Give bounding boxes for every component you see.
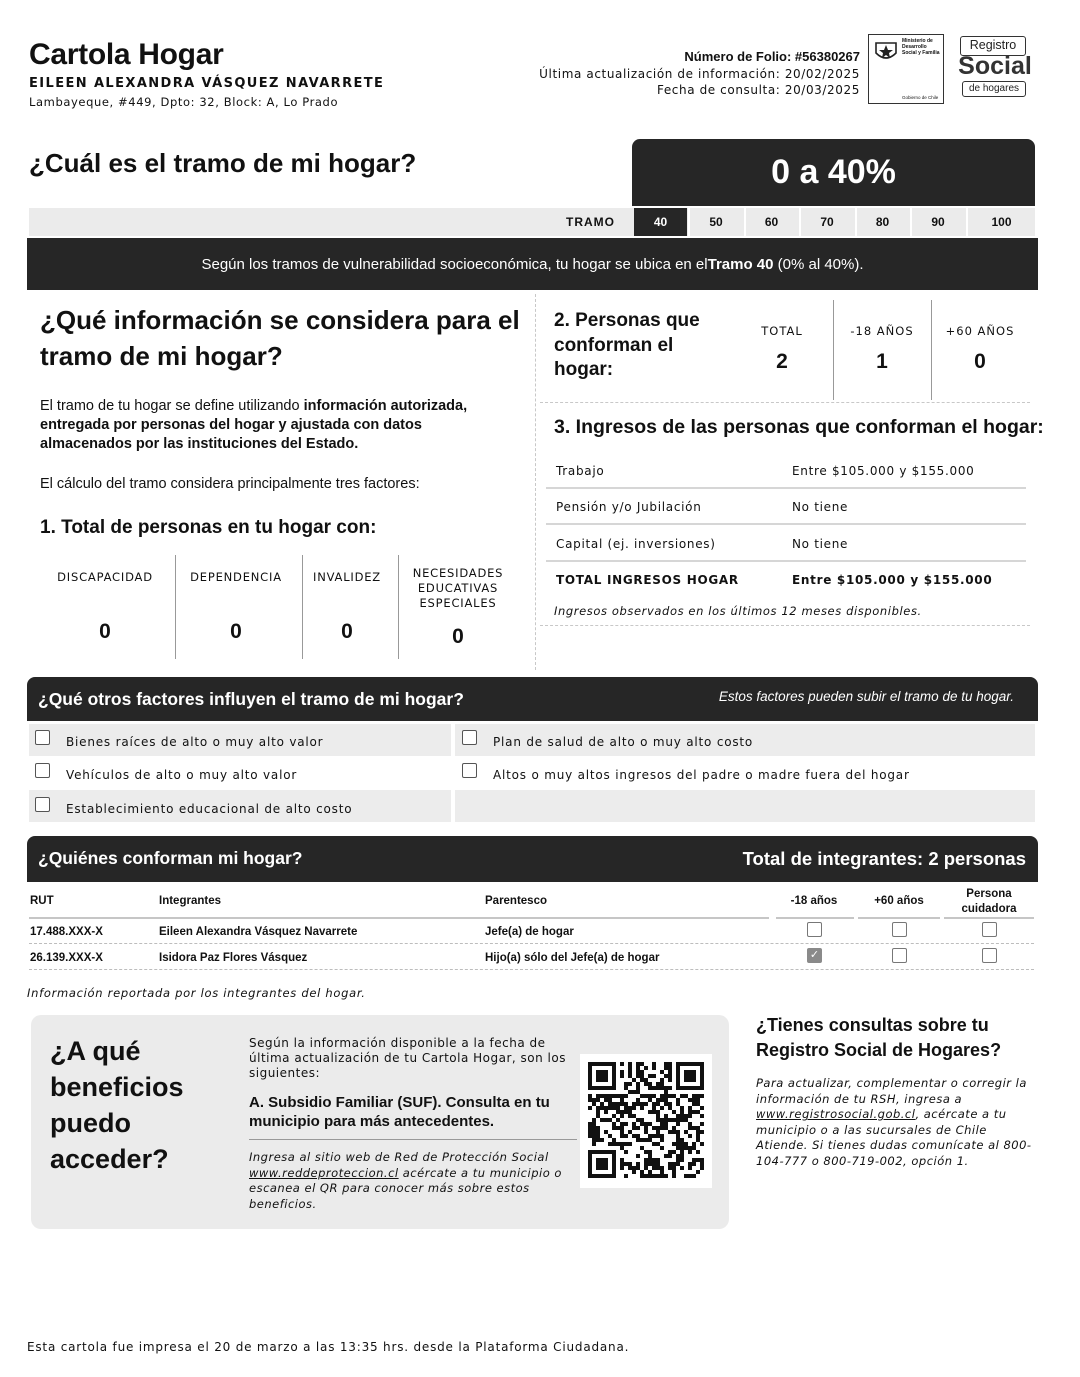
factor-label-bienes: Bienes raíces de alto o muy alto valor [66, 735, 324, 749]
tramo-tick-100: 100 [966, 208, 1035, 236]
ingreso-row-trabajo [546, 453, 1026, 489]
tramo-desc-bold: Tramo 40 [707, 255, 774, 273]
folio-number: Número de Folio: #56380267 [684, 49, 860, 64]
col-header-menor18: -18 años [790, 895, 838, 907]
factor-label-vehiculos: Vehículos de alto o muy alto valor [66, 768, 298, 782]
registrosocial-link[interactable]: www.registrosocial.gob.cl [756, 1107, 916, 1122]
tramo-tick-40: 40 [634, 208, 687, 236]
rsh-logo-top: Registro [960, 36, 1026, 56]
personas-value: 2 [776, 350, 788, 373]
info-paragraph-2: El cálculo del tramo considera principalmente tres factores: [40, 476, 420, 492]
row2-rut: 26.139.XXX-X [30, 952, 103, 964]
tramo-scale-label: TRAMO [566, 215, 615, 229]
factor-label: DISCAPACIDAD [57, 570, 153, 584]
info-paragraph-1 [40, 397, 510, 454]
ingresos-total-label: TOTAL INGRESOS HOGAR [556, 573, 739, 587]
ingreso-row-pension [546, 489, 1026, 525]
factor-label: DEPENDENCIA [190, 570, 282, 584]
consultas-text-a: Para actualizar, complementar o corregir la información de tu RSH, ingresa a [756, 1076, 1027, 1106]
ingreso-row-capital [546, 526, 1026, 562]
personas-mayores [934, 300, 1026, 400]
factor-value: 0 [452, 625, 464, 648]
ingreso-value: No tiene [792, 537, 849, 551]
row2-nombre: Isidora Paz Flores Vásquez [159, 952, 308, 964]
row2-parentesco: Hijo(a) sólo del Jefe(a) de hogar [485, 952, 660, 964]
beneficios-intro: Según la información disponible a la fecha de última actualización de tu Cartola Hogar, son los siguientes: [249, 1036, 566, 1080]
ingresos-note: Ingresos observados en los últimos 12 meses disponibles. [554, 604, 922, 618]
section-divider [540, 402, 1030, 403]
ingreso-label: Capital (ej. inversiones) [556, 537, 716, 551]
tramo-tick-90: 90 [910, 208, 964, 236]
factor-label: INVALIDEZ [313, 570, 381, 584]
rsh-logo [954, 36, 1036, 106]
tramo-tick-50: 50 [688, 208, 742, 236]
factor-checkbox[interactable] [462, 730, 477, 745]
info-p1-text: El tramo de tu hogar se define utilizando [40, 398, 304, 414]
divider [302, 555, 303, 659]
row1-nombre: Eileen Alexandra Vásquez Navarrete [159, 926, 358, 938]
factor-label-salud: Plan de salud de alto o muy alto costo [493, 735, 754, 749]
section-divider [540, 625, 1030, 626]
query-date: Fecha de consulta: 20/03/2025 [656, 83, 860, 97]
row1-parentesco: Jefe(a) de hogar [485, 926, 574, 938]
holder-address: Lambayeque, #449, Dpto: 32, Block: A, Lo Prado [29, 95, 339, 109]
table-rule [776, 917, 854, 919]
beneficios-more-text: Ingresa al sitio web de Red de Protección Social [249, 1150, 549, 1164]
personas-label: +60 AÑOS [945, 324, 1015, 338]
ingreso-value: No tiene [792, 500, 849, 514]
col-header-cuidadora: Persona cuidadora [961, 888, 1017, 915]
ingreso-label: Pensión y/o Jubilación [556, 500, 702, 514]
factor-value: 0 [341, 620, 353, 643]
column-divider [535, 294, 536, 670]
factor-label-educacional: Establecimiento educacional de alto costo [66, 802, 353, 816]
factor-nee [402, 555, 514, 659]
integrantes-total: Total de integrantes: 2 personas [742, 848, 1026, 869]
personas-value: 0 [974, 350, 986, 373]
table-rule [858, 917, 940, 919]
factor-checkbox[interactable] [35, 797, 50, 812]
beneficios-title: ¿A qué beneficios puedo acceder? [50, 1036, 184, 1174]
tramo-desc-pre: Según los tramos de vulnerabilidad socioeconómica, tu hogar se ubica en el [201, 255, 708, 273]
factor1-title: 1. Total de personas en tu hogar con: [40, 517, 377, 538]
consultas-title: ¿Tienes consultas sobre tu Registro Social de Hogares? [756, 1015, 1002, 1060]
row1-cuidadora-checkbox[interactable] [982, 922, 997, 937]
col-header-integrantes: Integrantes [159, 895, 221, 907]
col-header-parentesco: Parentesco [485, 895, 548, 907]
personas-title: 2. Personas que conforman el hogar: [554, 310, 700, 380]
personas-label: TOTAL [761, 324, 803, 338]
col-header-rut: RUT [30, 895, 54, 907]
integrantes-note: Información reportada por los integrantes del hogar. [27, 986, 366, 1000]
tramo-tick-80: 80 [855, 208, 908, 236]
factor-invalidez [304, 555, 390, 659]
divider [249, 1139, 577, 1140]
last-update-date: Última actualización de información: 20/02/2025 [539, 67, 860, 81]
row1-menor18-checkbox[interactable] [807, 922, 822, 937]
divider [931, 300, 932, 400]
row1-rut: 17.488.XXX-X [30, 926, 103, 938]
factor-checkbox[interactable] [462, 763, 477, 778]
row2-mayor60-checkbox[interactable] [892, 948, 907, 963]
otros-factores-note: Estos factores pueden subir el tramo de tu hogar. [718, 689, 1014, 704]
beneficios-more-text-2: acércate a tu municipio o escanea el QR para conocer más sobre estos beneficios. [249, 1165, 562, 1211]
tramo-question: ¿Cuál es el tramo de mi hogar? [29, 148, 417, 178]
info-p1-bold: información autorizada, entregada por personas del hogar y ajustada con datos almacenados por las instituciones del Estado. [40, 398, 468, 452]
factor-label: NECESIDADES EDUCATIVAS ESPECIALES [412, 566, 504, 610]
rsh-logo-bottom: de hogares [962, 81, 1026, 97]
ministry-logo-text: Ministerio de Desarrollo Social y Familia [902, 38, 940, 56]
holder-name: EILEEN ALEXANDRA VÁSQUEZ NAVARRETE [29, 76, 385, 91]
personas-value: 1 [876, 350, 888, 373]
tramo-value-box [632, 139, 1035, 206]
check-icon: ✓ [809, 949, 820, 961]
ingresos-title: 3. Ingresos de las personas que conforman el hogar: [554, 416, 1044, 438]
tramo-tick-60: 60 [744, 208, 797, 236]
factor-value: 0 [99, 620, 111, 643]
consultas-text [756, 1076, 1036, 1170]
beneficios-more [249, 1150, 579, 1212]
gov-logo-footer: Gobierno de Chile [902, 95, 939, 100]
info-question: ¿Qué información se considera para el tramo de mi hogar? [40, 305, 520, 371]
integrantes-title: ¿Quiénes conforman mi hogar? [38, 848, 303, 868]
personas-menores [836, 300, 928, 400]
reddeproteccion-link[interactable]: www.reddeproteccion.cl [249, 1165, 399, 1180]
page-title: Cartola Hogar [29, 38, 224, 71]
row2-menor18-checkbox[interactable] [807, 948, 822, 963]
otros-factores-title: ¿Qué otros factores influyen el tramo de mi hogar? [38, 689, 464, 709]
ingreso-value: Entre $105.000 y $155.000 [792, 464, 975, 478]
coat-of-arms-icon [873, 39, 899, 63]
factor-value: 0 [230, 620, 242, 643]
rsh-logo-main: Social [958, 52, 1032, 80]
factor-row [455, 790, 1035, 822]
ingreso-label: Trabajo [556, 464, 605, 478]
ministry-logo [868, 34, 944, 104]
personas-total [740, 300, 824, 400]
col-header-mayor60: +60 años [874, 895, 924, 907]
tramo-desc-post: (0% al 40%). [773, 255, 864, 273]
divider [833, 300, 834, 400]
print-footer: Esta cartola fue impresa el 20 de marzo a las 13:35 hrs. desde la Plataforma Ciudadana. [27, 1340, 630, 1354]
tramo-tick-70: 70 [799, 208, 853, 236]
tramo-description [27, 238, 1038, 290]
qr-code-icon[interactable] [580, 1054, 712, 1188]
factor-label-ingresos-padres: Altos o muy altos ingresos del padre o madre fuera del hogar [493, 768, 910, 782]
ingresos-total-value: Entre $105.000 y $155.000 [792, 573, 993, 587]
personas-label: -18 AÑOS [850, 324, 914, 338]
factor-dependencia [180, 555, 292, 659]
beneficio-item-suf: A. Subsidio Familiar (SUF). Consulta en tu municipio para más antecedentes. [249, 1094, 550, 1130]
factor-checkbox[interactable] [35, 763, 50, 778]
row1-mayor60-checkbox[interactable] [892, 922, 907, 937]
factor-checkbox[interactable] [35, 730, 50, 745]
divider [398, 555, 399, 659]
divider [175, 555, 176, 659]
table-rule [944, 917, 1034, 919]
consultas-text-b: , acércate a tu municipio o a las sucursales de Chile Atiende. Si tienes dudas comunícate al 800-104-777 o 800-719-002, opción 1. [756, 1107, 1032, 1168]
table-rule [29, 917, 769, 919]
factor-discapacidad [45, 555, 165, 659]
row-divider [29, 943, 1034, 944]
tramo-value: 0 a 40% [771, 153, 896, 191]
row-divider [29, 969, 1034, 970]
row2-cuidadora-checkbox[interactable] [982, 948, 997, 963]
